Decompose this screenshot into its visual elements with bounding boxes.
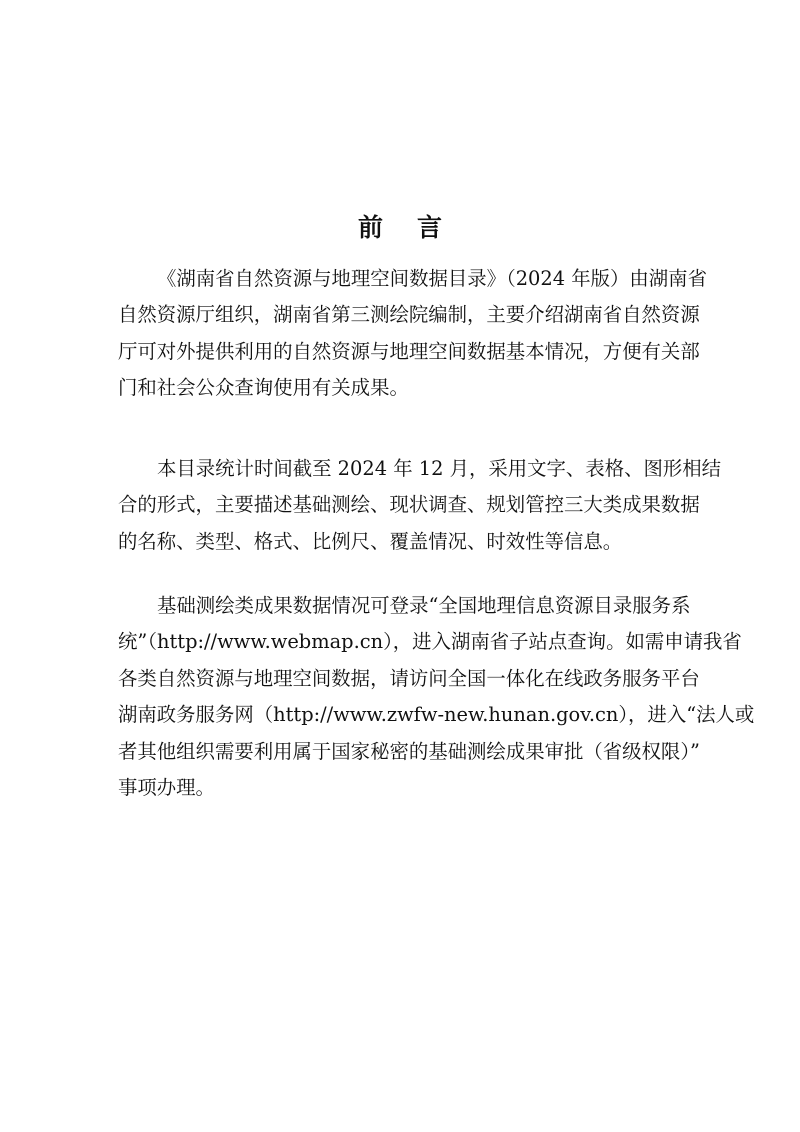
paragraph-line: 基础测绘类成果数据情况可登录“全国地理信息资源目录服务系 [157,594,691,617]
paragraph-line: 的名称、类型、格式、比例尺、覆盖情况、时效性等信息。 [118,529,623,553]
paragraph-line-with-link: 湖南政务服务网（http://www.zwfw-new.hunan.gov.cn），进入“法人或 [118,703,755,727]
paragraph-line: 门和社会公众查询使用有关成果。 [118,376,409,400]
paragraph-scope [118,451,722,560]
paragraph-intro [118,261,707,407]
paragraph-line: 本目录统计时间截至 2024 年 12 月，采用文字、表格、图形相结 [157,457,722,480]
title-char-2: 言 [417,213,443,242]
paragraph-line: 厅可对外提供利用的自然资源与地理空间数据基本情况，方便有关部 [118,339,700,363]
paragraph-access [118,588,755,806]
title-char-1: 前 [357,213,383,242]
paragraph-line-with-link: 统”（http://www.webmap.cn），进入湖南省子站点查询。如需申请我省 [118,630,742,654]
paragraph-line: 事项办理。 [118,775,215,799]
paragraph-line: 各类自然资源与地理空间数据，请访问全国一体化在线政务服务平台 [118,666,700,690]
paragraph-line: 《湖南省自然资源与地理空间数据目录》（2024 年版）由湖南省 [157,267,707,290]
paragraph-line: 合的形式，主要描述基础测绘、现状调查、规划管控三大类成果数据 [118,493,700,517]
page-title [0,208,800,244]
paragraph-line: 者其他组织需要利用属于国家秘密的基础测绘成果审批（省级权限）” [118,739,700,763]
paragraph-line: 自然资源厅组织，湖南省第三测绘院编制，主要介绍湖南省自然资源 [118,303,700,327]
